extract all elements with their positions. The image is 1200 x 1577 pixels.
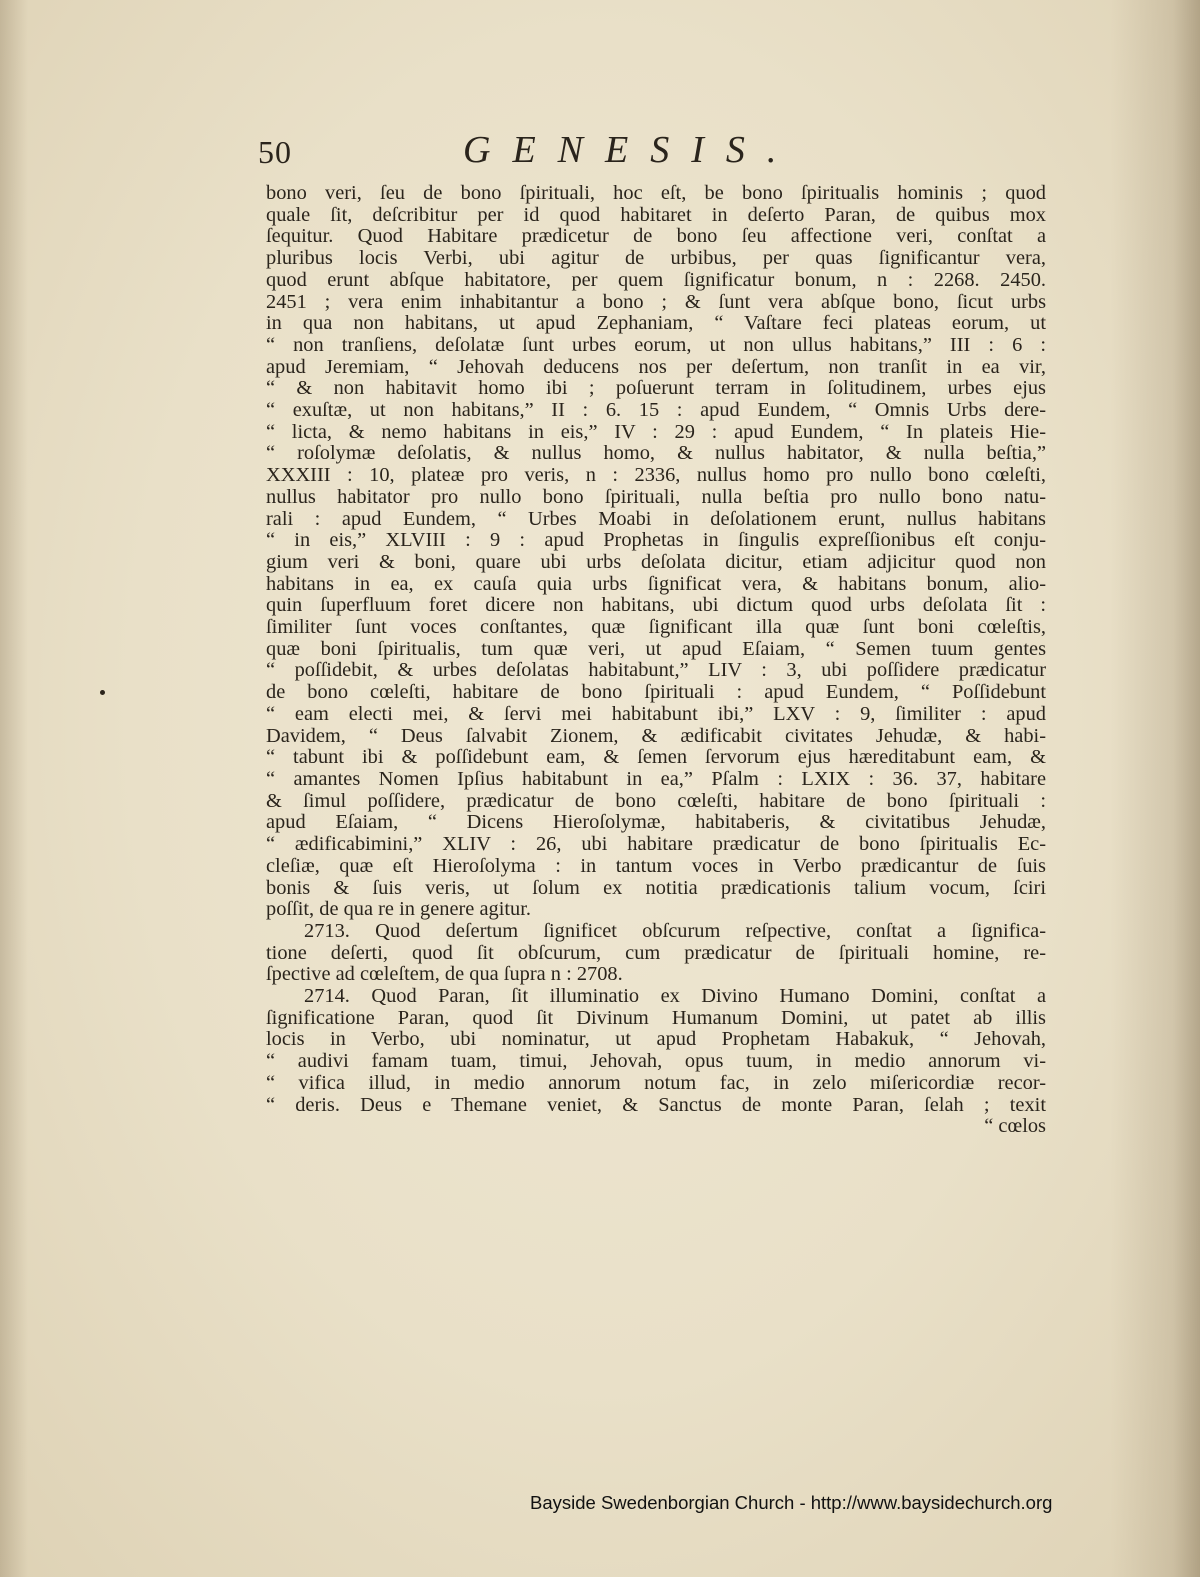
text-line: nullus habitator pro nullo bono ſpirituali, nulla beſtia pro nullo bono natu- [266, 486, 1046, 508]
body-text [266, 183, 1046, 1138]
binding-shadow [1110, 0, 1200, 1577]
text-line: apud Eſaiam, “ Dicens Hieroſolymæ, habitaberis, & civitatibus Jehudæ, [266, 812, 1046, 834]
footer-credit: Bayside Swedenborgian Church - http://www.baysidechurch.org [530, 1492, 1053, 1513]
text-line: quale ſit, deſcribitur per id quod habitaret in deſerto Paran, de quibus mox [266, 204, 1046, 226]
text-line: quod erunt abſque habitatore, per quem ſignificatur bonum, n : 2268. 2450. [266, 269, 1046, 291]
text-line: “ ædificabimini,” XLIV : 26, ubi habitare prædicatur de bono ſpiritualis Ec- [266, 834, 1046, 856]
text-line: “ roſolymæ deſolatis, & nullus homo, & nullus habitator, & nulla beſtia,” [266, 443, 1046, 465]
text-line: “ poſſidebit, & urbes deſolatas habitabunt,” LIV : 3, ubi poſſidere prædicatur [266, 660, 1046, 682]
text-line: “ amantes Nomen Ipſius habitabunt in ea,” Pſalm : LXIX : 36. 37, habitare [266, 768, 1046, 790]
text-line: poſſit, de qua re in genere agitur. [266, 899, 531, 921]
text-line: ſimiliter ſunt voces conſtantes, quæ ſignificant illa quæ ſunt boni cœleſtis, [266, 617, 1046, 639]
text-line: in qua non habitans, ut apud Zephaniam, “ Vaſtare feci plateas eorum, ut [266, 313, 1046, 335]
text-line: “ & non habitavit homo ibi ; poſuerunt terram in ſolitudinem, urbes ejus [266, 378, 1046, 400]
text-line: “ in eis,” XLVIII : 9 : apud Prophetas in ſingulis expreſſionibus eſt conju- [266, 530, 1046, 552]
text-line: tione deſerti, quod ſit obſcurum, cum prædicatur de ſpirituali homine, re- [266, 942, 1046, 964]
text-line: ſignificatione Paran, quod ſit Divinum Humanum Domini, ut patet ab illis [266, 1007, 1046, 1029]
text-line: ſequitur. Quod Habitare prædicetur de bono ſeu affectione veri, conſtat a [266, 226, 1046, 248]
text-line: “ tabunt ibi & poſſidebunt eam, & ſemen ſervorum ejus hæreditabunt eam, & [266, 747, 1046, 769]
text-line: locis in Verbo, ubi nominatur, ut apud Prophetam Habakuk, “ Jehovah, [266, 1029, 1046, 1051]
text-line: apud Jeremiam, “ Jehovah deducens nos per deſertum, non tranſit in ea vir, [266, 356, 1046, 378]
text-line: bonis & ſuis veris, ut ſolum ex notitia prædicationis talium vocum, ſciri [266, 877, 1046, 899]
text-line: “ non tranſiens, deſolatæ ſunt urbes eorum, ut non ullus habitans,” III : 6 : [266, 334, 1046, 356]
running-title: GENESIS. [463, 129, 799, 171]
page-number: 50 [258, 134, 292, 170]
text-line: XXXIII : 10, plateæ pro veris, n : 2336, nullus homo pro nullo bono cœleſti, [266, 465, 1046, 487]
text-line: gium veri & boni, quare ubi urbs deſolata dicitur, etiam adjicitur quod non [266, 551, 1046, 573]
text-line: “ vifica illud, in medio annorum notum fac, in zelo miſericordiæ recor- [266, 1072, 1046, 1094]
page-edge-shadow [0, 0, 28, 1577]
text-line: quæ boni ſpiritualis, tum quæ veri, ut apud Eſaiam, “ Semen tuum gentes [266, 638, 1046, 660]
text-line: “ exuſtæ, ut non habitans,” II : 6. 15 : apud Eundem, “ Omnis Urbs dere- [266, 400, 1046, 422]
text-line: pluribus locis Verbi, ubi agitur de urbibus, per quas ſignificantur vera, [266, 248, 1046, 270]
paragraph-2713-start: 2713. Quod deſertum ſignificet obſcurum reſpective, conſtat a ſignifica- [304, 920, 1046, 942]
ink-speck [100, 690, 105, 695]
text-line: quin ſuperfluum foret dicere non habitans, ubi dictum quod urbs deſolata ſit : [266, 595, 1046, 617]
text-line: cleſiæ, quæ eſt Hieroſolyma : in tantum voces in Verbo prædicantur de ſuis [266, 855, 1046, 877]
text-line: de bono cœleſti, habitare de bono ſpirituali : apud Eundem, “ Poſſidebunt [266, 682, 1046, 704]
text-line: rali : apud Eundem, “ Urbes Moabi in deſolationem erunt, nullus habitans [266, 508, 1046, 530]
paragraph-2714-start: 2714. Quod Paran, ſit illuminatio ex Divino Humano Domini, conſtat a [304, 986, 1046, 1008]
text-line: “ licta, & nemo habitans in eis,” IV : 29 : apud Eundem, “ In plateis Hie- [266, 421, 1046, 443]
catchword: “ cœlos [984, 1116, 1046, 1138]
text-line: “ eam electi mei, & ſervi mei habitabunt ibi,” LXV : 9, ſimiliter : apud [266, 703, 1046, 725]
text-line: ſpective ad cœleſtem, de qua ſupra n : 2708. [266, 964, 623, 986]
text-line: “ deris. Deus e Themane veniet, & Sanctus de monte Paran, ſelah ; texit [266, 1094, 1046, 1116]
text-line: & ſimul poſſidere, prædicatur de bono cœleſti, habitare de bono ſpirituali : [266, 790, 1046, 812]
text-line: “ audivi famam tuam, timui, Jehovah, opus tuum, in medio annorum vi- [266, 1051, 1046, 1073]
text-line: Davidem, “ Deus ſalvabit Zionem, & ædificabit civitates Jehudæ, & habi- [266, 725, 1046, 747]
text-line: bono veri, ſeu de bono ſpirituali, hoc eſt, be bono ſpiritualis hominis ; quod [266, 183, 1046, 204]
page-header [258, 128, 1058, 178]
text-line: 2451 ; vera enim inhabitantur a bono ; & ſunt vera abſque bono, ſicut urbs [266, 291, 1046, 313]
text-line: habitans in ea, ex cauſa quia urbs ſignificat vera, & habitans bonum, alio- [266, 573, 1046, 595]
